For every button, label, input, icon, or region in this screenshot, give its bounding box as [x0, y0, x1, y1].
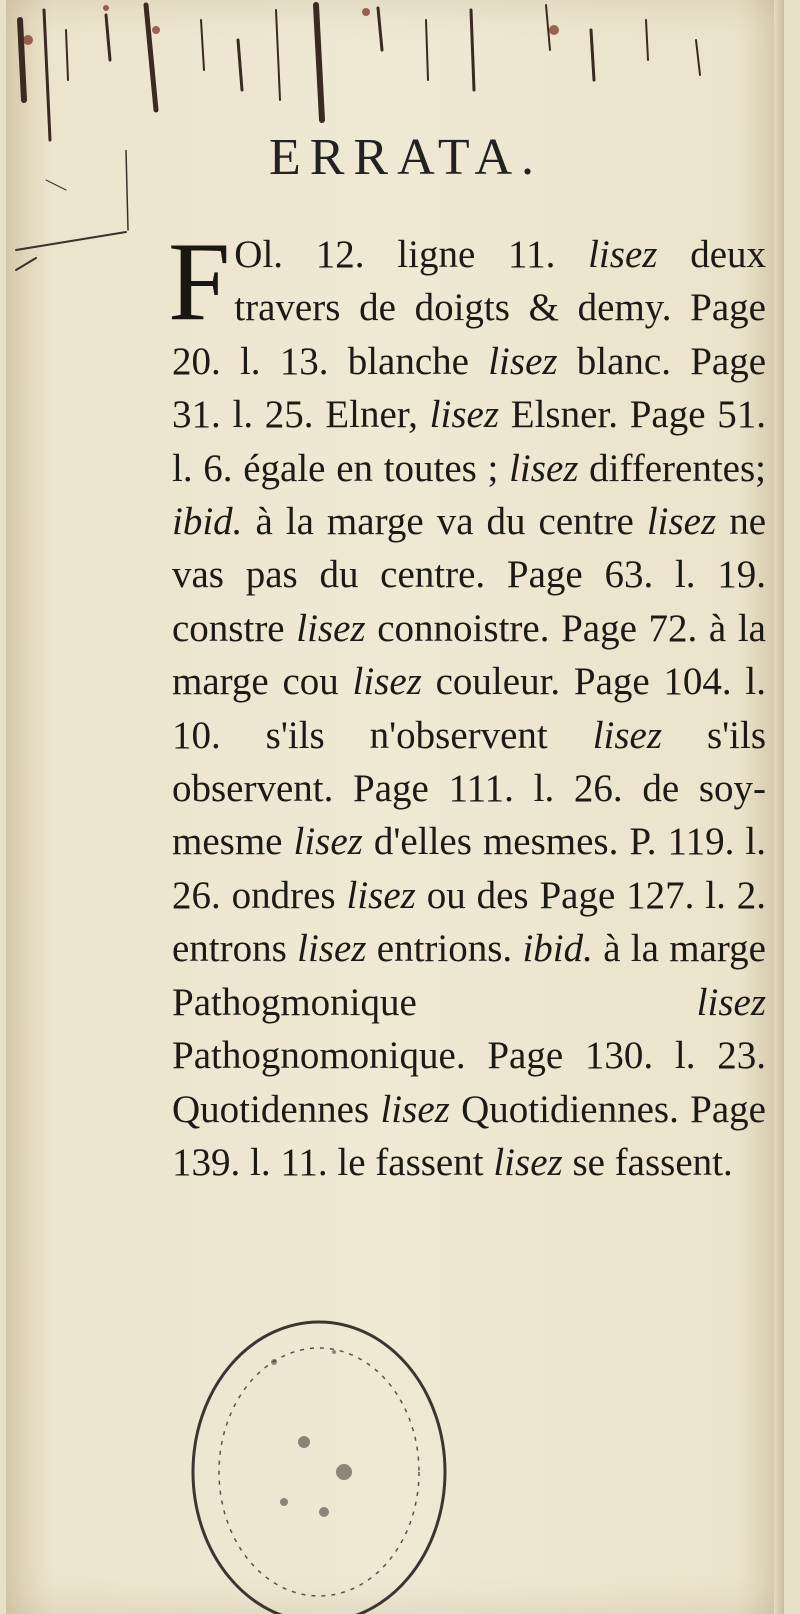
text-run: entrions.: [366, 927, 523, 971]
text-run: connoistre. Page 72. à la marge cou: [172, 606, 766, 704]
correction-marker: lisez: [509, 446, 579, 490]
correction-marker: lisez: [296, 606, 366, 650]
correction-marker: lisez: [592, 713, 663, 757]
correction-marker: lisez: [380, 1087, 450, 1131]
correction-marker: lisez: [346, 873, 416, 917]
correction-marker: lisez: [429, 393, 500, 437]
correction-marker: lisez: [488, 339, 558, 383]
text-run: Ol. 12. ligne 11.: [234, 233, 589, 276]
correction-marker: lisez: [293, 820, 363, 864]
page-heading: ERRATA.: [268, 129, 544, 186]
drop-cap: F: [168, 220, 231, 344]
text-run: à la marge Pathogmonique: [172, 927, 766, 1024]
correction-marker: lisez: [493, 1140, 563, 1184]
text-run: s'ils observent. Page 111. l. 26. de soy-mesme: [172, 713, 766, 864]
book-page: [6, 0, 784, 1614]
correction-marker: ibid.: [172, 500, 243, 544]
correction-marker: lisez: [696, 980, 766, 1024]
correction-marker: ibid.: [522, 927, 593, 971]
correction-marker: lisez: [646, 500, 717, 544]
text-run: differentes;: [578, 446, 767, 490]
text-run: Pathognomonique. Page 130. l. 23. Quotidennes: [172, 1034, 766, 1131]
text-run: deux travers de doigts & demy. Page 20. l. 13. blanche: [172, 233, 766, 383]
library-stamp: [184, 1302, 454, 1614]
errata-body: [172, 233, 766, 1184]
text-run: blanc. Page 31. l. 25. Elner,: [172, 339, 767, 437]
text-run: Elsner. Page 51. l. 6. égale en toutes ;: [172, 393, 767, 490]
text-run: Quotidiennes. Page 139. l. 11. le fassent: [172, 1087, 766, 1184]
errata-paragraph: [168, 220, 767, 1189]
text-run: à la marge va du centre: [242, 500, 647, 544]
text-run: couleur. Page 104. l. 10. s'ils n'observent: [172, 660, 766, 757]
text-run: d'elles mesmes. P. 119. l. 26. ondres: [172, 820, 766, 917]
correction-marker: lisez: [588, 233, 658, 276]
correction-marker: lisez: [352, 660, 422, 704]
page-edge: [774, 0, 784, 1614]
text-run: se fassent.: [562, 1140, 733, 1184]
text-run: ou des Page 127. l. 2. entrons: [172, 873, 766, 971]
text-run: ne vas pas du centre. Page 63. l. 19. constre: [172, 500, 767, 650]
correction-marker: lisez: [297, 927, 367, 971]
